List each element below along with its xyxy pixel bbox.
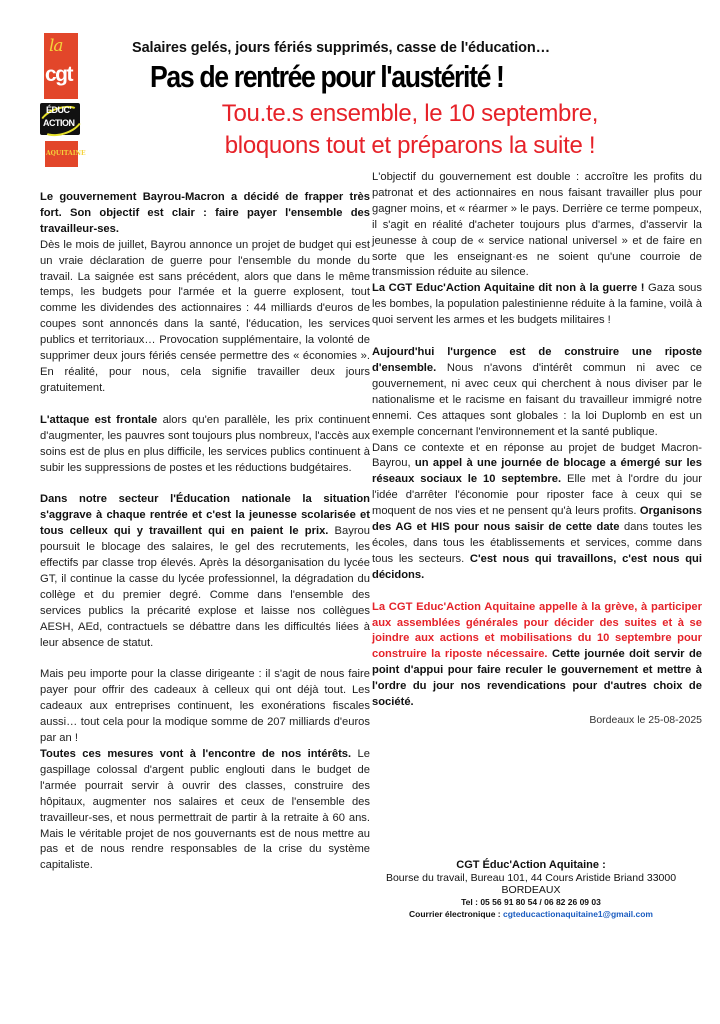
urgency-text: Nous n'avons d'intérêt commun ni avec ce gouvernement, ni avec ceux qui cherchent à nous diviser par le nationalisme et le racisme en faisant du travailleur immigré notre ennemi. Ces attaques sont globales : la loi Duplomb en est un exemple concernant l'environnement et la santé publique. [372,361,702,438]
paragraph-objective [372,170,702,281]
strike-call-red: La CGT Educ'Action Aquitaine appelle à la grève, à participer aux assemblées générales pour décider des suites et à se joindre aux actions et mobilisations du 10 septembre pour construire la riposte nécessaire. [372,600,702,661]
context-bold-a: un appel à une journée de blocage a émergé sur les réseaux sociaux le 10 septembre. [372,457,702,486]
logo-action-text: ACTION [43,118,75,128]
contact-email-line [372,908,690,920]
paragraph-intro [40,190,370,397]
no-war-text: Gaza sous les bombes, la population palestinienne réduite à la famine, voilà à quoi servent les armes et les budgets militaires ! [372,282,702,327]
intro-text: Dès le mois de juillet, Bayrou annonce un projet de budget qui est un vraie déclaration de guerre pour l'ensemble du monde du travail. La saignée est sans précédent, alors que dans le même temps, les budgets pour l'armée et la guerre explosent, tout comme les dividendes des actionnaires : 44 milliards d'euros de coupes sont annoncés dans la santé, l'éducation, les services publics et territoriaux… Provocation supplémentaire, la volonté de supprimer deux jours fériés censée permettre des « économies ». En réalité, pour nous, cela signifie travailler deux jours gratuitement. [40,238,370,394]
education-text: Bayrou poursuit le blocage des salaires, le gel des recrutements, les effectifs par classe trop élevés. Après la désorganisation du lycée GT, il continue la casse du lycée professionnel, la dégradation du collège et du premier degré. Comme dans l'ensemble des services publics la précarité explose et laisse nos collègues AESH, AEd, contractuels se débattre dans les difficultés liées à leur absence de statut. [40,525,370,649]
no-war-bold: La CGT Educ'Action Aquitaine dit non à la guerre ! [372,282,645,295]
spacer [40,651,370,667]
context-bold-c: C'est nous qui travaillons, c'est nous qui décidons. [372,552,702,581]
contact-email-label: Courrier électronique : [409,909,503,919]
strike-call-bold: Cette journée doit servir de point d'appui pour faire reculer le gouvernement et mettre à l'ordre du jour nos revendications pour d'autres choix de société. [372,648,702,709]
contact-address-line-1: Bourse du travail, Bureau 101, 44 Cours Aristide Briand 33000 [385,872,677,884]
logo-cgt-text: cgt [45,63,72,86]
spacer [40,476,370,492]
logo-educaction-block [40,103,80,135]
sub-headline-line-2: bloquons tout et préparons la suite ! [224,131,596,159]
objective-text: L'objectif du gouvernement est double : accroître les profits du patronat et des actionnaires en nous faisant travailler plus pour gagner moins, et « réarmer » le pays. Derrière ce terme pompeux, il s'agit en réalité d'acheter toujours plus d'armes, d'asservir la jeunesse à coup de « service national universel » et de faire en sorte que les enseignant·es ne soient qu'une courroie de transmission réduite au silence. [372,171,702,279]
logo-la-text: la [49,36,63,56]
spacer [372,329,702,345]
urgency-bold: Aujourd'hui l'urgence est de construire une riposte d'ensemble. [372,346,702,374]
intro-bold: Le gouvernement Bayrou-Macron a décidé de frapper très fort. Son objectif est clair : faire payer l'ensemble des travailleur-ses. [40,191,370,235]
attack-text: alors qu'en parallèle, les prix continuent d'augmenter, les pauvres sont toujours plus nombreux, l'accès aux soins est de plus en plus difficile, les services publics continuent à subir les suppressions de postes et les réductions budgétaires. [40,413,370,474]
logo-region-block [45,141,86,167]
cgt-educaction-logo [43,33,86,169]
paragraph-ruling-class [40,667,370,747]
contact-address-line-2: BORDEAUX [501,884,561,896]
paragraph-no-war [372,281,702,329]
paragraph-interests [40,747,370,874]
spacer [372,584,702,600]
logo-educ-text: ÉDUC' [46,105,72,115]
context-bold-b: Organisons des AG et HIS pour nous saisir de cette date [372,505,702,534]
contact-phone: Tel : 05 56 91 80 54 / 06 82 26 09 03 [461,897,601,907]
kicker-headline: Salaires gelés, jours fériés supprimés, casse de l'éducation… [132,40,551,56]
logo-region-text: AQUITAINE [46,150,86,157]
contact-block [372,858,690,920]
context-text-c: dans toutes les écoles, dans tous les établissements et services, comme dans tous les secteurs. [372,521,702,565]
context-text-a: Dans ce contexte et en réponse au projet de budget Macron-Bayrou, [372,441,702,470]
date-line: Bordeaux le 25-08-2025 [589,714,702,726]
sub-headline [130,98,690,161]
attack-bold: L'attaque est frontale [40,413,158,426]
logo-cgt-block [44,33,78,99]
paragraph-urgency [372,345,702,440]
main-headline: Pas de rentrée pour l'austérité ! [150,59,504,94]
contact-email-link[interactable]: cgteducactionaquitaine1@gmail.com [503,909,653,919]
contact-org: CGT Éduc'Action Aquitaine : [456,859,606,871]
education-bold: Dans notre secteur l'Éducation nationale la situation s'aggrave à chaque rentrée et c'est la jeunesse scolarisée et tous celleux qui y travaillent qui en paient le prix. [40,493,370,538]
interests-text: Le gaspillage colossal d'argent public englouti dans le budget de l'armée pourrait servir à ouvrir des classes, construire des hôpitaux, augmenter nos salaires et ceux de l'ensemble des travailleur-ses, et nous permettrait de partir à la retraite à 60 ans. Mais le véritable projet de nos gouvernants est de nous mettre au pas et de nous rendre responsables de la crise du système capitaliste. [40,748,370,872]
paragraph-education [40,492,370,651]
paragraph-call-to-strike [372,600,702,711]
paragraph-context [372,441,702,584]
sub-headline-line-1: Tou.te.s ensemble, le 10 septembre, [221,100,599,127]
left-column [40,190,370,874]
interests-bold: Toutes ces mesures vont à l'encontre de nos intérêts. [40,748,352,760]
right-column [372,170,702,729]
ruling-class-text: Mais peu importe pour la classe dirigeante : il s'agit de nous faire payer pour offrir des cadeaux à celleux qui ont déjà tout. Les cadeaux aux entreprises continuent, les exonérations fiscales aussi… tout cela pour la modique somme de 207 milliards d'euros par an ! [40,668,370,745]
paragraph-attack [40,413,370,477]
spacer [40,397,370,413]
context-text-b: Elle met à l'ordre du jour l'idée d'arrêter l'économie pour riposter face à ceux qui se moquent de nos vies et ne pensent qu'à leurs profits. [372,473,702,518]
